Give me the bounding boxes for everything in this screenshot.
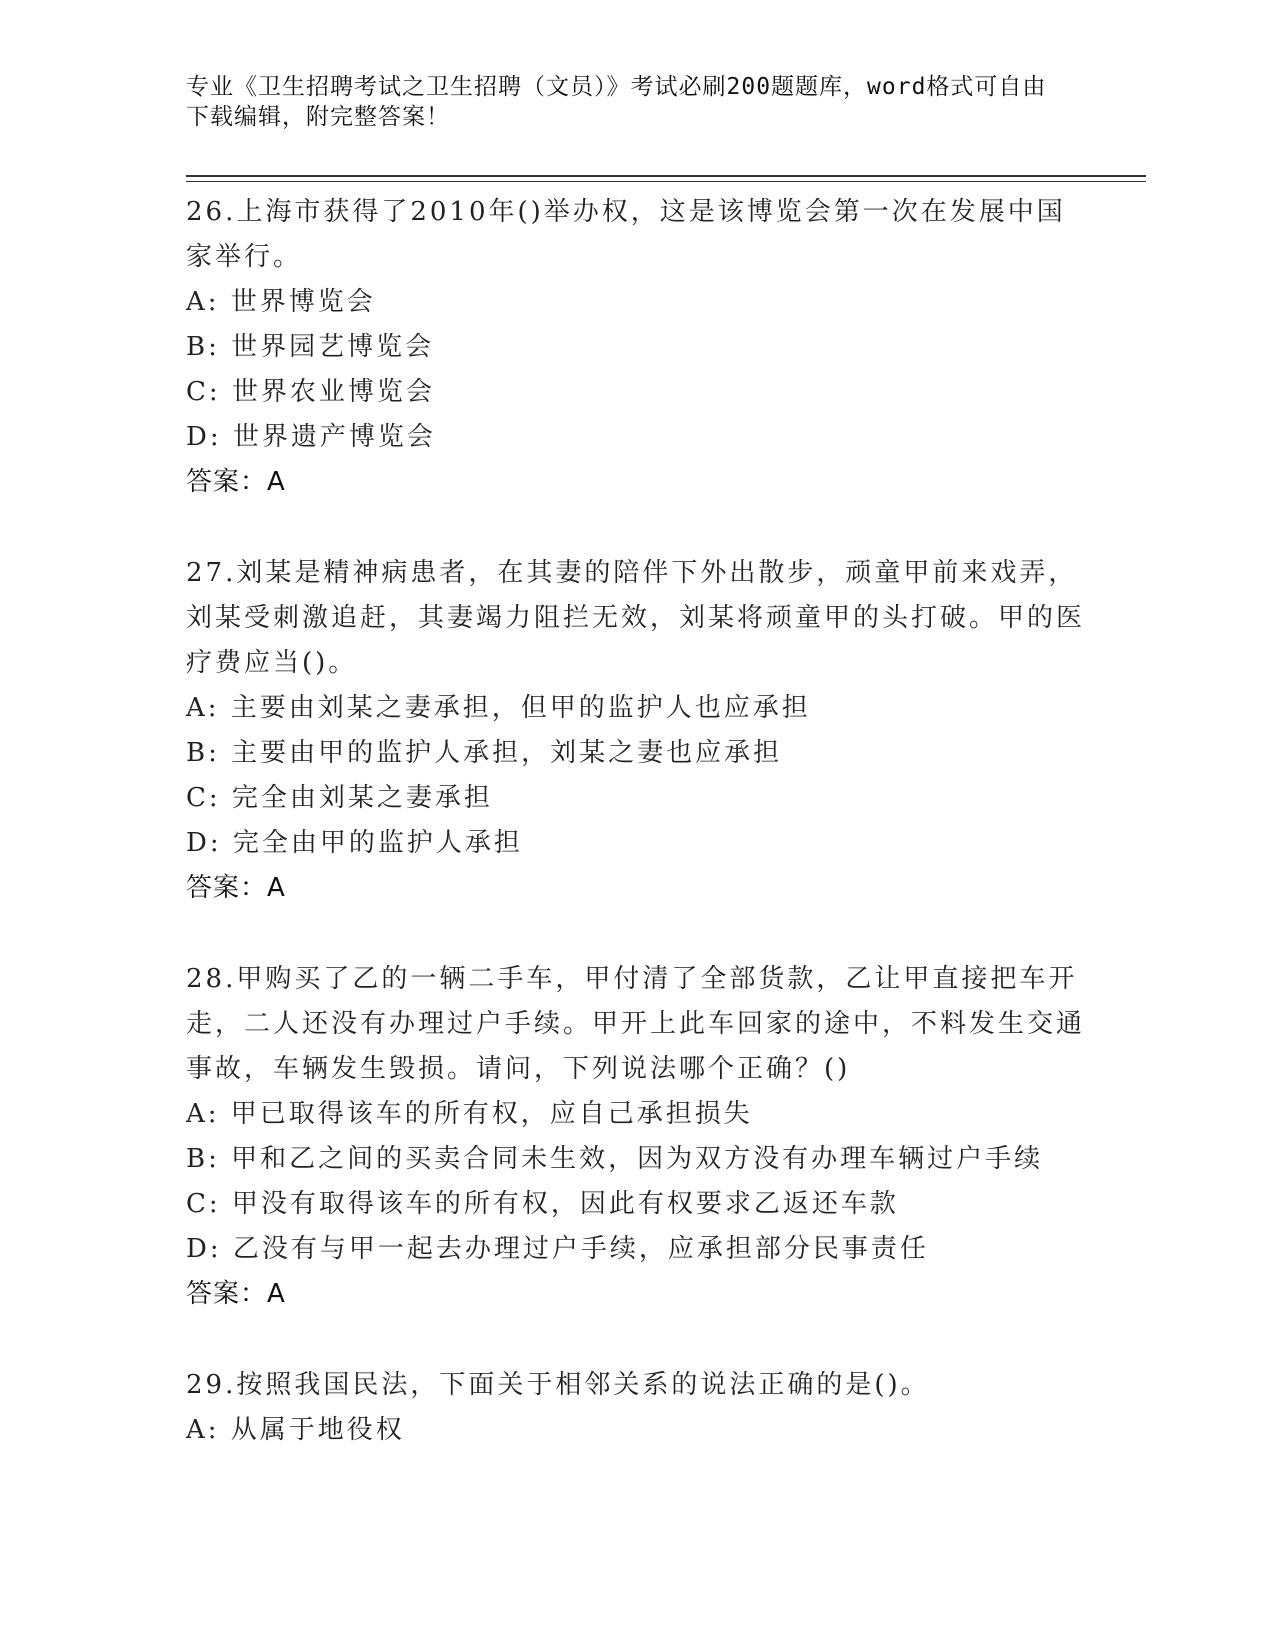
question-stem: 28.甲购买了乙的一辆二手车，甲付清了全部货款，乙让甲直接把车开走，二人还没有办理过户手续。甲开上此车回家的途中，不料发生交通事故，车辆发生毁损。请问，下列说法哪个正确？() (186, 964, 1086, 1084)
option-d: D: 完全由甲的监护人承担 (186, 828, 523, 858)
option-b: B: 甲和乙之间的买卖合同未生效，因为双方没有办理车辆过户手续 (186, 1144, 1044, 1174)
option-c: C: 完全由刘某之妻承担 (186, 783, 493, 813)
question-stem: 29.按照我国民法，下面关于相邻关系的说法正确的是()。 (186, 1370, 930, 1400)
answer-line: 答案：A (186, 1279, 286, 1309)
answer-line: 答案：A (186, 873, 286, 903)
option-b: B: 主要由甲的监护人承担，刘某之妻也应承担 (186, 738, 783, 768)
option-c: C: 甲没有取得该车的所有权，因此有权要求乙返还车款 (186, 1189, 899, 1219)
question-stem: 26.上海市获得了2010年()举办权，这是该博览会第一次在发展中国家举行。 (186, 197, 1066, 272)
option-a: A: 主要由刘某之妻承担，但甲的监护人也应承担 (186, 693, 811, 723)
header-divider-thin (186, 181, 1146, 182)
option-c: C: 世界农业博览会 (186, 377, 435, 407)
option-d: D: 世界遗产博览会 (186, 422, 436, 452)
option-a: A: 世界博览会 (186, 287, 376, 317)
question-28 (186, 957, 1086, 1317)
question-list (186, 190, 1086, 1499)
document-header: 专业《卫生招聘考试之卫生招聘（文员）》考试必刷200题题库，word格式可自由下载编辑，附完整答案！ (186, 74, 1047, 130)
question-26 (186, 190, 1086, 505)
option-a: A: 甲已取得该车的所有权，应自己承担损失 (186, 1099, 753, 1129)
option-a: A: 从属于地役权 (186, 1415, 405, 1445)
option-d: D: 乙没有与甲一起去办理过户手续，应承担部分民事责任 (186, 1234, 929, 1264)
question-27 (186, 551, 1086, 911)
option-b: B: 世界园艺博览会 (186, 332, 435, 362)
header-divider-thick (186, 175, 1146, 177)
question-29 (186, 1363, 1086, 1453)
question-stem: 27.刘某是精神病患者，在其妻的陪伴下外出散步，顽童甲前来戏弄，刘某受刺激追赶，其妻竭力阻拦无效，刘某将顽童甲的头打破。甲的医疗费应当()。 (186, 558, 1086, 678)
answer-line: 答案：A (186, 467, 286, 497)
